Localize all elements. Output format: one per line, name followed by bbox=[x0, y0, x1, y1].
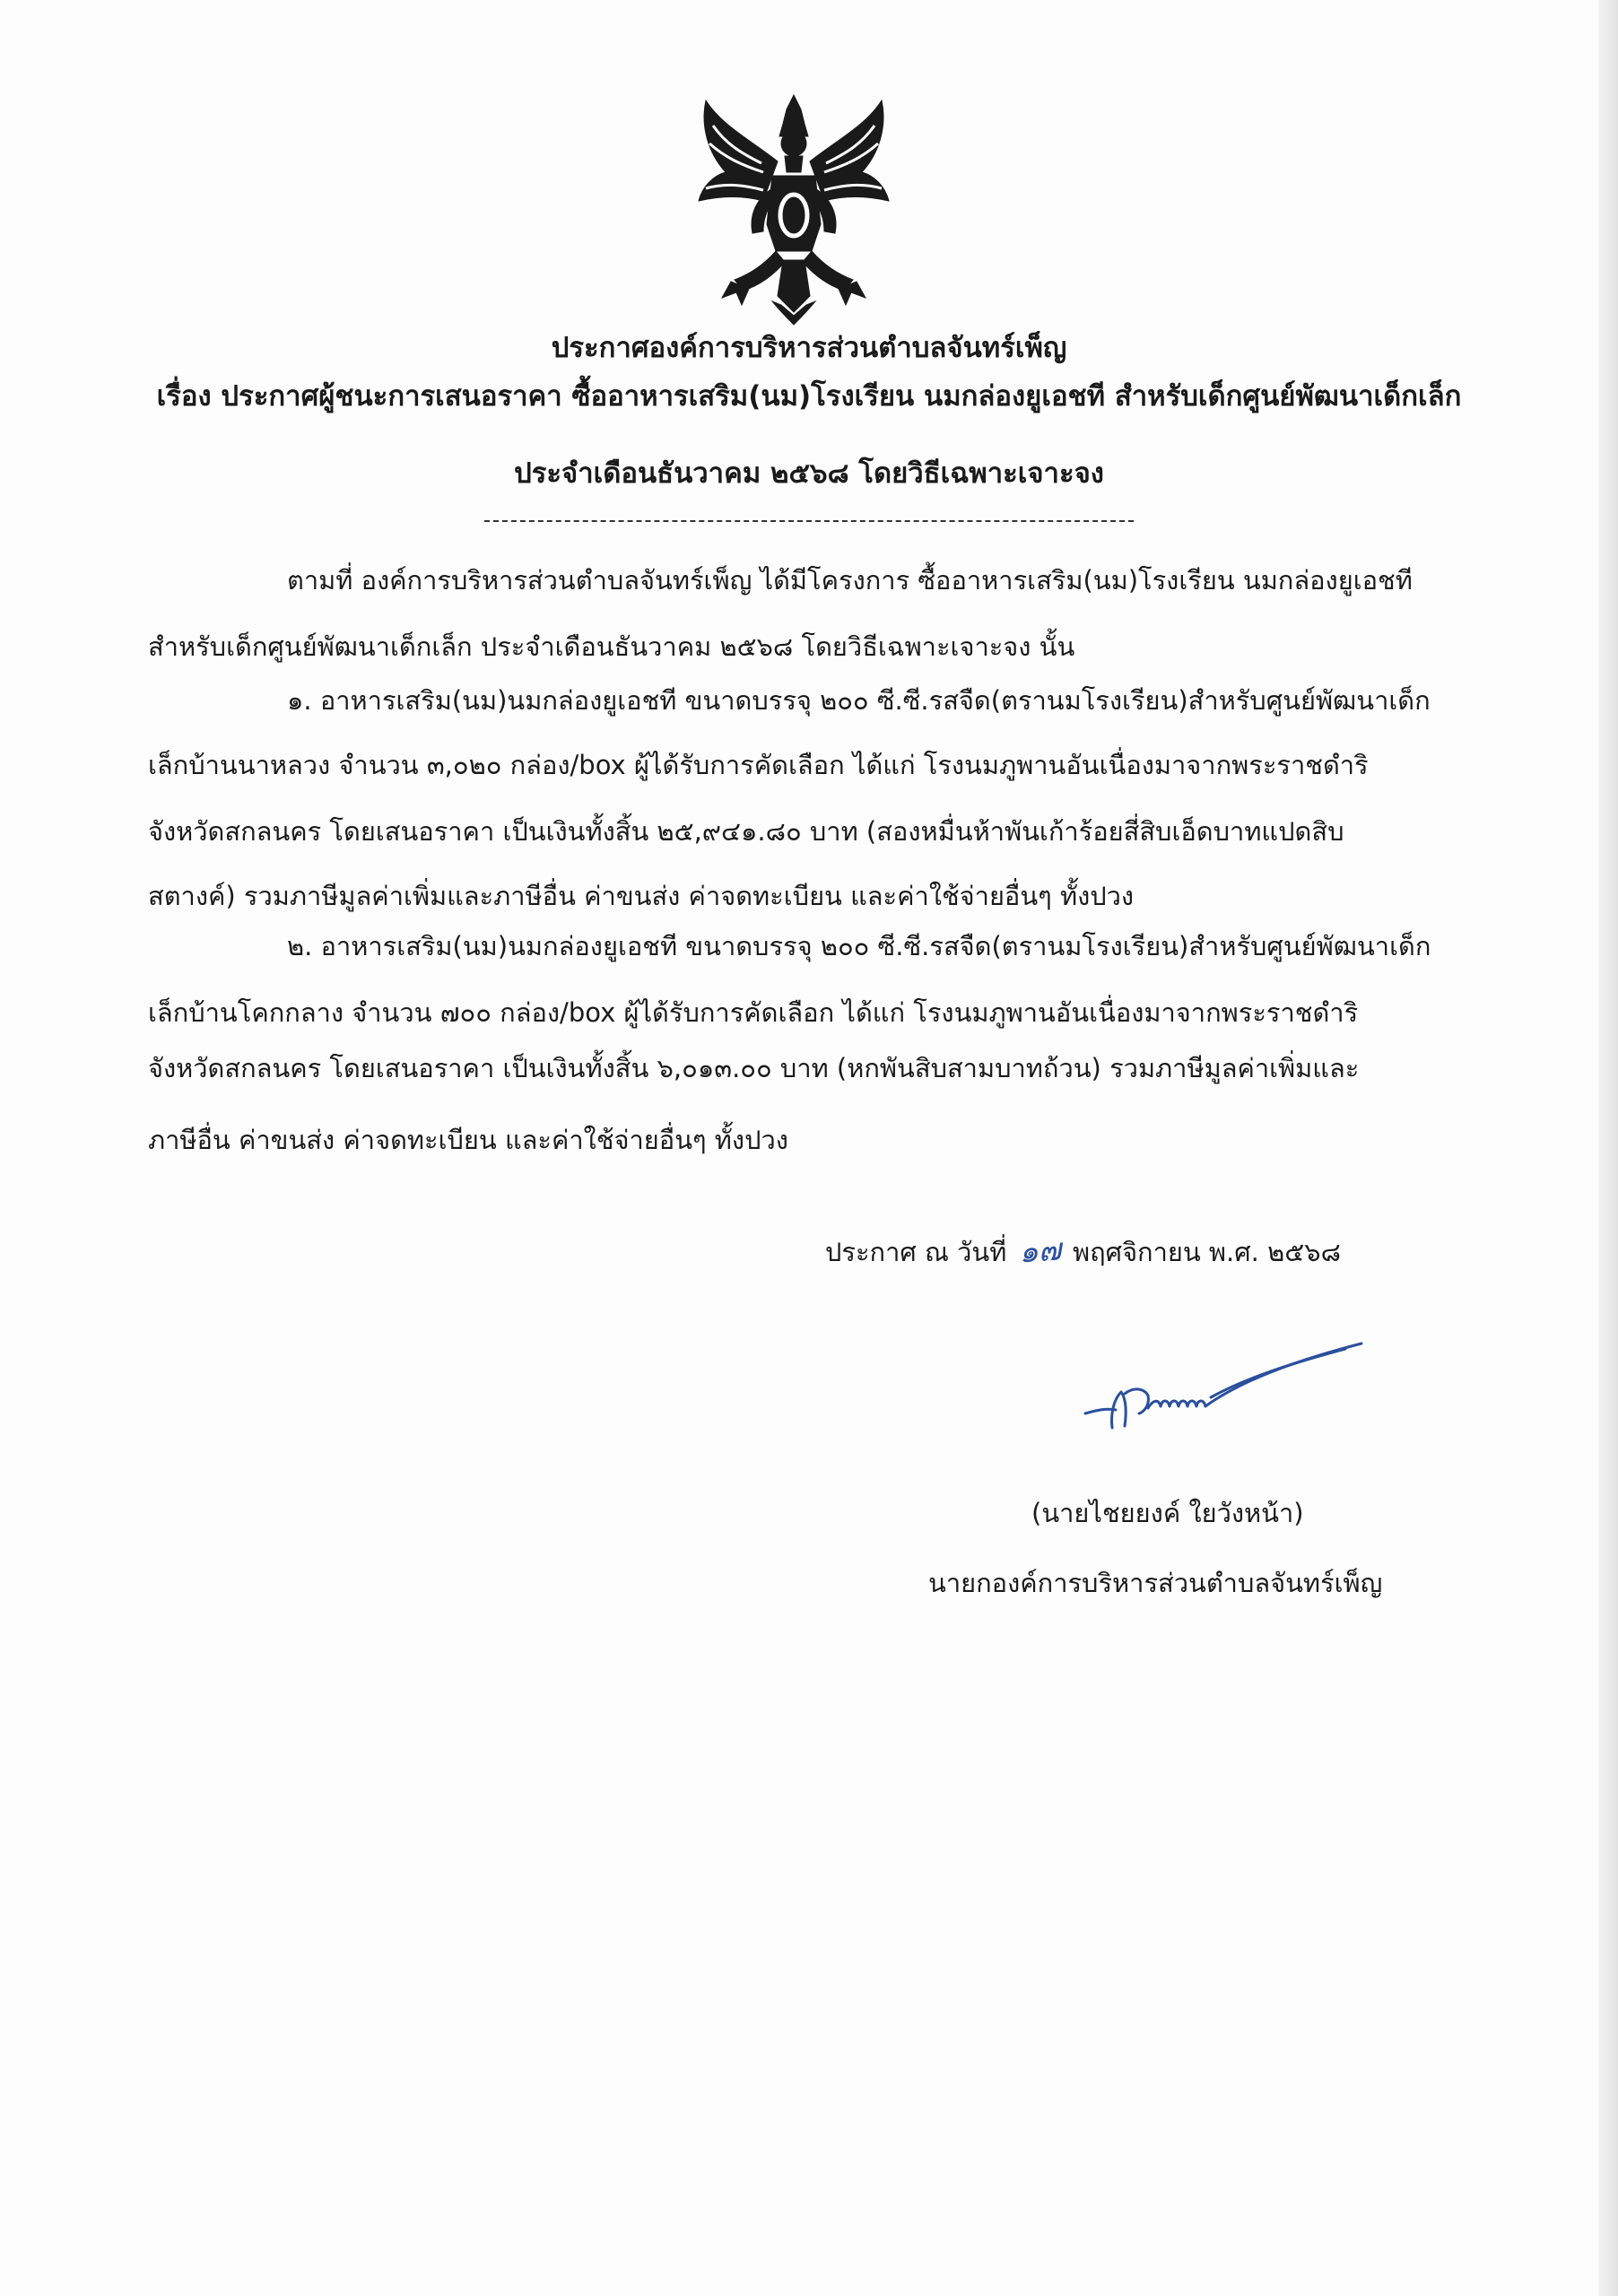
item2-line-2: เล็กบ้านโคกกลาง จำนวน ๗๐๐ กล่อง/box ผู้ได้รับการคัดเลือก ได้แก่ โรงนมภูพานอันเนื่องมาจากพระราชดำริ bbox=[148, 997, 1359, 1028]
header-divider bbox=[484, 520, 1134, 522]
garuda-emblem bbox=[686, 90, 901, 327]
date-suffix: พฤศจิกายน พ.ศ. ๒๕๖๘ bbox=[1072, 1237, 1341, 1267]
intro-line-1: ตามที่ องค์การบริหารส่วนตำบลจันทร์เพ็ญ ได้มีโครงการ ซื้ออาหารเสริม(นม)โรงเรียน นมกล่องยูเอชที bbox=[287, 565, 1413, 596]
item1-line-1: ๑. อาหารเสริม(นม)นมกล่องยูเอชที ขนาดบรรจุ ๒๐๐ ซี.ซี.รสจืด(ตรานมโรงเรียน)สำหรับศูนย์พัฒนาเด็ก bbox=[287, 685, 1431, 716]
item1-line-2: เล็กบ้านนาหลวง จำนวน ๓,๐๒๐ กล่อง/box ผู้ได้รับการคัดเลือก ได้แก่ โรงนมภูพานอันเนื่องมาจากพระราชดำริ bbox=[148, 750, 1369, 780]
item2-line-4: ภาษีอื่น ค่าขนส่ง ค่าจดทะเบียน และค่าใช้จ่ายอื่นๆ ทั้งปวง bbox=[148, 1125, 788, 1155]
date-day-handwritten: ๑๗ bbox=[1017, 1231, 1063, 1271]
intro-line-2: สำหรับเด็กศูนย์พัฒนาเด็กเล็ก ประจำเดือนธันวาคม ๒๕๖๘ โดยวิธีเฉพาะเจาะจง นั้น bbox=[148, 631, 1075, 662]
signatory-name: (นายไชยยงค์ ใยวังหน้า) bbox=[1031, 1498, 1304, 1528]
announcement-title: ประกาศองค์การบริหารส่วนตำบลจันทร์เพ็ญ bbox=[551, 332, 1067, 364]
item1-line-3: จังหวัดสกลนคร โดยเสนอราคา เป็นเงินทั้งสิ้น ๒๕,๙๔๑.๘๐ บาท (สองหมื่นห้าพันเก้าร้อยสี่สิบเอ็ดบาทแปดสิบ bbox=[148, 816, 1344, 847]
item2-line-3: จังหวัดสกลนคร โดยเสนอราคา เป็นเงินทั้งสิ้น ๖,๐๑๓.๐๐ บาท (หกพันสิบสามบาทถ้วน) รวมภาษีมูลค่าเพิ่มและ bbox=[148, 1053, 1360, 1083]
item1-line-4: สตางค์) รวมภาษีมูลค่าเพิ่มและภาษีอื่น ค่าขนส่ง ค่าจดทะเบียน และค่าใช้จ่ายอื่นๆ ทั้งปวง bbox=[148, 881, 1135, 911]
item2-line-1: ๒. อาหารเสริม(นม)นมกล่องยูเอชที ขนาดบรรจุ ๒๐๐ ซี.ซี.รสจืด(ตรานมโรงเรียน)สำหรับศูนย์พัฒนาเด็ก bbox=[287, 931, 1431, 961]
date-prefix: ประกาศ ณ วันที่ bbox=[825, 1237, 1007, 1267]
signatory-title: นายกองค์การบริหารส่วนตำบลจันทร์เพ็ญ bbox=[928, 1568, 1383, 1598]
announcement-subject-cont: ประจำเดือนธันวาคม ๒๕๖๘ โดยวิธีเฉพาะเจาะจง bbox=[514, 457, 1104, 490]
announcement-date bbox=[825, 1231, 1341, 1271]
announcement-subject: เรื่อง ประกาศผู้ชนะการเสนอราคา ซื้ออาหารเสริม(นม)โรงเรียน นมกล่องยูเอชที สำหรับเด็กศูนย์พัฒนาเด็กเล็ก bbox=[156, 380, 1462, 413]
signature bbox=[1076, 1327, 1417, 1453]
